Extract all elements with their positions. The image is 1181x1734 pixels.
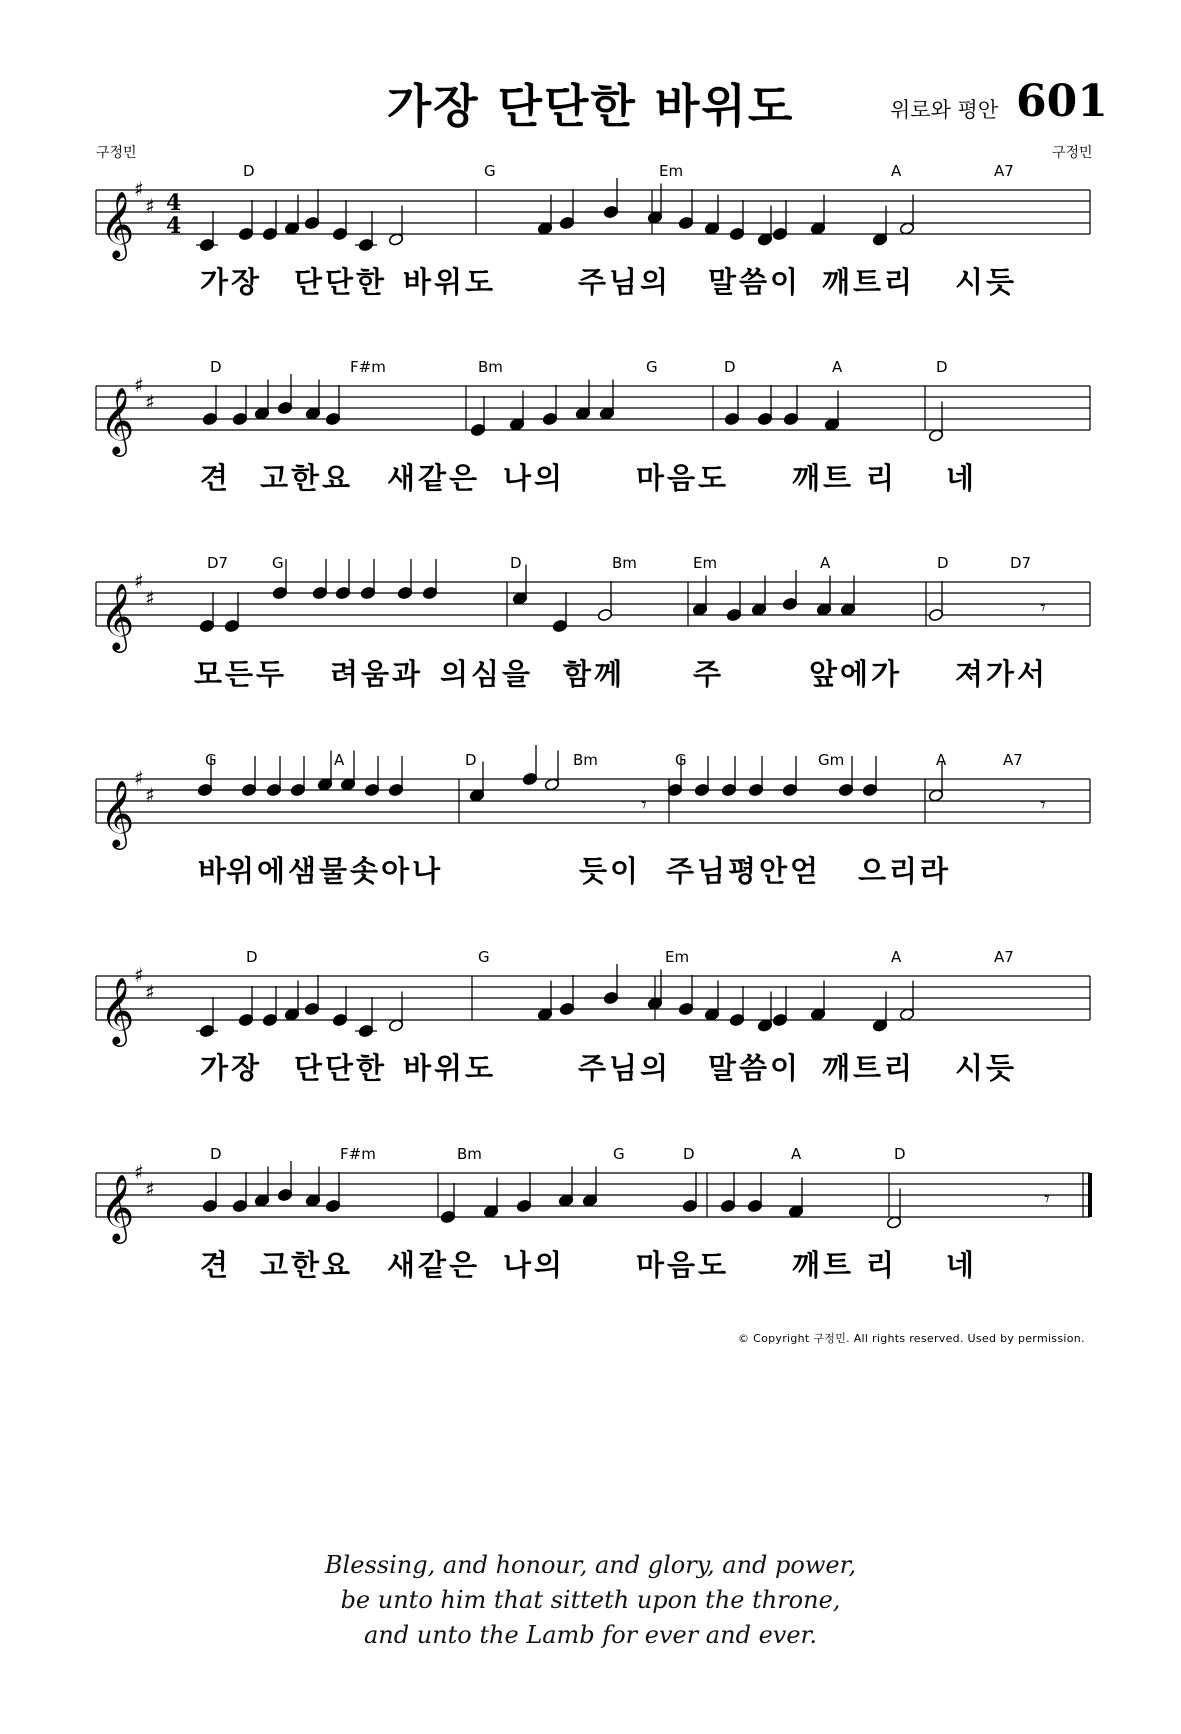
staff-system <box>96 948 1090 1085</box>
chord-symbol: A <box>891 162 902 180</box>
lyric-word: 바 <box>198 854 230 888</box>
note <box>721 756 736 797</box>
lyric-word: 리 <box>866 461 898 495</box>
note <box>304 975 319 1016</box>
chord-symbol: Gm <box>818 751 845 769</box>
chord-symbol: A <box>791 1145 802 1163</box>
lyric-word: 시듯 <box>955 265 1018 299</box>
treble-clef-icon: 𝄞 <box>100 1173 135 1241</box>
note <box>355 997 377 1038</box>
hymn-category: 위로와 평안 <box>890 98 999 122</box>
note <box>232 1172 247 1213</box>
lyric-word: 주님의 <box>578 265 672 299</box>
sharp-icon: ♯ <box>134 766 144 790</box>
lyric-word: 가장 <box>200 265 263 299</box>
lyric-word: 주님평안얻 <box>666 854 822 888</box>
chord-symbol: G <box>675 751 687 769</box>
lyric-word: 말씀이 <box>708 265 802 299</box>
scripture-verse <box>0 1548 1181 1653</box>
note <box>325 385 340 426</box>
note <box>542 385 557 426</box>
note <box>552 592 567 633</box>
note <box>332 986 347 1027</box>
staff-system <box>96 1145 1090 1282</box>
composer: 구정민 <box>1052 145 1093 161</box>
note <box>241 756 256 797</box>
lyric-word: 위에샘물솟아나 <box>226 854 444 888</box>
chord-symbol: Bm <box>573 751 598 769</box>
rest-icon: 𝄾 <box>1040 596 1046 621</box>
note <box>224 592 239 633</box>
lyric-word: 나의 <box>503 1248 566 1282</box>
chord-symbol: F#m <box>350 358 386 376</box>
chord-symbol: A <box>936 751 947 769</box>
lyric-word: 견 <box>200 461 232 495</box>
lyric-word: 깨트리 <box>822 1051 916 1085</box>
time-signature-numerator: 4 <box>166 190 182 216</box>
note <box>928 581 943 622</box>
chord-symbol: A7 <box>1003 751 1023 769</box>
note <box>729 986 744 1027</box>
note <box>757 385 772 426</box>
lyric-word: 리 <box>866 1248 898 1282</box>
chord-symbol: G <box>272 554 284 572</box>
lyric-word: 깨트리 <box>822 265 916 299</box>
lyric-word: 주 <box>693 657 725 691</box>
lyric-word: 견 <box>200 1248 232 1282</box>
rest-icon: 𝄾 <box>1044 1187 1050 1212</box>
note <box>522 745 537 786</box>
note <box>388 756 403 797</box>
lyric-word: 듯이 <box>579 854 642 888</box>
sharp-icon: ♯ <box>134 569 144 593</box>
copyright-notice: © Copyright 구정민. All rights reserved. Used by permission. <box>738 1332 1085 1345</box>
note <box>199 592 214 633</box>
note <box>726 581 741 622</box>
note <box>277 374 292 415</box>
chord-symbol: G <box>478 948 490 966</box>
staff-system <box>96 745 1090 888</box>
note <box>682 1172 697 1213</box>
sharp-icon: ♯ <box>145 1177 155 1201</box>
note <box>597 581 612 622</box>
lyric-word: 바위도 <box>403 1051 497 1085</box>
note <box>470 396 485 437</box>
note <box>772 986 787 1027</box>
chord-symbol: D <box>936 358 948 376</box>
note <box>232 385 247 426</box>
note <box>290 756 305 797</box>
staff-system <box>96 162 1090 299</box>
note <box>196 997 218 1038</box>
treble-clef-icon: 𝄞 <box>100 582 135 650</box>
chord-symbol: D <box>937 554 949 572</box>
chord-symbol: G <box>484 162 496 180</box>
sharp-icon: ♯ <box>145 980 155 1004</box>
sharp-icon: ♯ <box>134 1160 144 1184</box>
note <box>678 975 693 1016</box>
treble-clef-icon: 𝄞 <box>100 779 135 847</box>
lyric-word: 모든두 <box>194 657 288 691</box>
note <box>238 200 253 241</box>
chord-symbol: D <box>210 1145 222 1163</box>
chord-symbol: D <box>510 554 522 572</box>
sharp-icon: ♯ <box>134 177 144 201</box>
note <box>277 1161 292 1202</box>
note <box>262 986 277 1027</box>
note <box>603 178 618 219</box>
lyric-word: 네 <box>946 1248 978 1282</box>
lyric-word: 으리라 <box>858 854 952 888</box>
lyric-word: 말씀이 <box>708 1051 802 1085</box>
note <box>783 385 798 426</box>
chord-symbol: D <box>465 751 477 769</box>
hymn-number: 601 <box>1016 76 1108 127</box>
staff-system <box>96 554 1090 691</box>
chord-symbol: F#m <box>340 1145 376 1163</box>
staff-system <box>96 358 1090 495</box>
chord-symbol: D <box>683 1145 695 1163</box>
note <box>782 570 797 611</box>
verse-line: Blessing, and honour, and glory, and power, <box>324 1551 857 1579</box>
note <box>304 189 319 230</box>
note <box>544 751 559 792</box>
note <box>202 1172 217 1213</box>
sharp-icon: ♯ <box>145 783 155 807</box>
chord-symbol: D <box>894 1145 906 1163</box>
note <box>559 189 574 230</box>
note <box>397 559 412 600</box>
sharp-icon: ♯ <box>145 390 155 414</box>
note <box>440 1183 455 1224</box>
chord-symbol: D <box>243 162 255 180</box>
rest-icon: 𝄾 <box>641 793 647 818</box>
lyric-word: 깨트 <box>792 1248 855 1282</box>
note <box>355 211 377 252</box>
lyric-word: 마음도 <box>636 1248 730 1282</box>
chord-symbol: G <box>205 751 217 769</box>
chord-symbol: A7 <box>994 162 1014 180</box>
chord-symbol: Bm <box>457 1145 482 1163</box>
lyric-word: 나의 <box>503 461 566 495</box>
chord-symbol: Bm <box>478 358 503 376</box>
lyric-word: 깨트 <box>792 461 855 495</box>
lyric-word: 주님의 <box>578 1051 672 1085</box>
note <box>729 200 744 241</box>
chord-symbol: Em <box>693 554 718 572</box>
note <box>266 756 281 797</box>
chord-symbol: D <box>246 948 258 966</box>
lyric-word: 시듯 <box>955 1051 1018 1085</box>
chord-symbol: Em <box>665 948 690 966</box>
note <box>772 200 787 241</box>
chord-symbol: A <box>891 948 902 966</box>
chord-symbol: D <box>210 358 222 376</box>
chord-symbol: Bm <box>612 554 637 572</box>
verse-line: and unto the Lamb for ever and ever. <box>363 1621 817 1649</box>
sharp-icon: ♯ <box>145 586 155 610</box>
note <box>317 751 332 792</box>
chord-symbol: Em <box>659 162 684 180</box>
chord-symbol: D7 <box>1010 554 1032 572</box>
sharp-icon: ♯ <box>145 194 155 218</box>
note <box>238 986 253 1027</box>
sharp-icon: ♯ <box>134 963 144 987</box>
note <box>724 385 739 426</box>
note <box>603 964 618 1005</box>
lyric-word: 단단한 <box>294 1051 388 1085</box>
note <box>335 559 350 600</box>
chord-symbol: D7 <box>207 554 229 572</box>
lyric-word: 새같은 <box>387 461 481 495</box>
treble-clef-icon: 𝄞 <box>100 190 135 258</box>
lyric-word: 고한요 <box>260 1248 354 1282</box>
lyric-word: 앞에가 <box>809 657 903 691</box>
note <box>364 756 379 797</box>
lyricist: 구정민 <box>96 145 137 161</box>
lyric-word: 마음도 <box>636 461 730 495</box>
lyric-word: 새같은 <box>387 1248 481 1282</box>
lyric-word: 려움과 <box>330 657 424 691</box>
verse-line: be unto him that sitteth upon the throne, <box>340 1586 841 1614</box>
lyric-word: 의심을 <box>440 657 534 691</box>
note <box>559 975 574 1016</box>
lyric-word: 함께 <box>563 657 626 691</box>
note <box>720 1172 735 1213</box>
time-signature-denominator: 4 <box>166 213 182 239</box>
note <box>516 1172 531 1213</box>
note <box>196 211 218 252</box>
note <box>694 756 709 797</box>
lyric-word: 져가서 <box>955 657 1049 691</box>
chord-symbol: G <box>613 1145 625 1163</box>
lyric-word: 네 <box>946 461 978 495</box>
note <box>332 200 347 241</box>
note <box>862 756 877 797</box>
sharp-icon: ♯ <box>134 373 144 397</box>
note <box>678 189 693 230</box>
chord-symbol: A <box>820 554 831 572</box>
note <box>748 756 763 797</box>
note <box>202 385 217 426</box>
rest-icon: 𝄾 <box>1040 793 1046 818</box>
note <box>747 1172 762 1213</box>
note <box>325 1172 340 1213</box>
chord-symbol: A <box>832 358 843 376</box>
note <box>360 559 375 600</box>
treble-clef-icon: 𝄞 <box>100 976 135 1044</box>
chord-symbol: D <box>724 358 736 376</box>
note <box>782 756 797 797</box>
note <box>262 200 277 241</box>
chord-symbol: A <box>334 751 345 769</box>
song-title: 가장 단단한 바위도 <box>386 79 795 133</box>
chord-symbol: G <box>646 358 658 376</box>
lyric-word: 가장 <box>200 1051 263 1085</box>
lyric-word: 고한요 <box>260 461 354 495</box>
chord-symbol: A7 <box>994 948 1014 966</box>
lyric-word: 단단한 <box>294 265 388 299</box>
lyric-word: 바위도 <box>403 265 497 299</box>
treble-clef-icon: 𝄞 <box>100 386 135 454</box>
note <box>312 559 327 600</box>
note <box>422 559 437 600</box>
